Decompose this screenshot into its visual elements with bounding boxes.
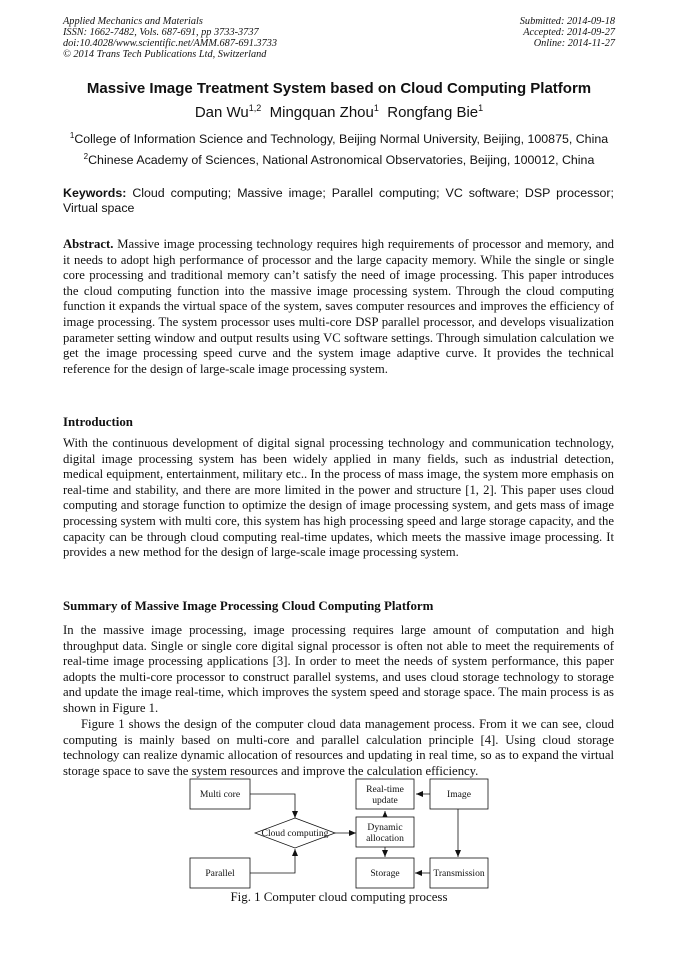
journal-name: Applied Mechanics and Materials xyxy=(63,16,203,27)
introduction-paragraph: With the continuous development of digital signal processing technology and communication technology, digital image processing system has been widely applied in many fields, such as industrial detection, medical equipment, entertainment, military etc.. In the process of mass image, the system more emphasis on real-time and stability, and there are more limited in the power and structure [1, 2]. This paper uses cloud computing and storage function to optimize the design of image processing system, and gets mass of image processing system with multi core, this system has high processing speed and large storage capacity, and the capacity can be through cloud computing real-time updates, which meets the massive image processing. It provides a new method for the design of large-scale image processing system. xyxy=(63,436,614,560)
affiliation-mark: 1 xyxy=(69,131,75,140)
author-list xyxy=(0,103,678,121)
author-affiliation-mark: 1 xyxy=(373,103,379,113)
author-affiliation-mark: 1,2 xyxy=(248,103,262,113)
affiliation-text: Chinese Academy of Sciences, National Astronomical Observatories, Beijing, 100012, China xyxy=(88,153,595,168)
affiliation-1 xyxy=(0,131,678,146)
submitted-date: Submitted: 2014-09-18 xyxy=(519,16,615,27)
edge-multicore-to-cloud xyxy=(250,794,295,818)
edge-parallel-to-cloud xyxy=(250,849,295,873)
online-date: Online: 2014-11-27 xyxy=(533,38,615,49)
label-dynamic-1: Dynamic xyxy=(367,822,403,833)
abstract-label: Abstract. xyxy=(63,237,114,251)
figure-caption: Fig. 1 Computer cloud computing process xyxy=(230,890,448,904)
accepted-date: Accepted: 2014-09-27 xyxy=(523,27,615,38)
affiliation-2 xyxy=(0,152,678,167)
paper-title: Massive Image Treatment System based on Cloud Computing Platform xyxy=(86,80,592,97)
summary-paragraph-2: Figure 1 shows the design of the computer cloud data management process. From it we can see, cloud computing is mainly based on multi-core and parallel calculation principle [4]. Using cloud storage technology can realize dynamic allocation of resources and updating in real time, so as to expand the virtual storage space to save the system resources and improve the calculation efficiency. xyxy=(63,717,614,778)
label-storage: Storage xyxy=(370,868,400,879)
label-image: Image xyxy=(447,789,471,800)
keywords-text: Cloud computing; Massive image; Parallel computing; VC software; DSP processor; Virtual space xyxy=(63,186,614,215)
label-realtime-2: update xyxy=(372,795,398,806)
issn-line: ISSN: 1662-7482, Vols. 687-691, pp 3733-3737 xyxy=(63,27,259,38)
copyright-line: © 2014 Trans Tech Publications Ltd, Switzerland xyxy=(63,49,267,60)
author-name: Dan Wu xyxy=(194,104,249,121)
affiliation-text: College of Information Science and Technology, Beijing Normal University, Beijing, 100875, China xyxy=(74,132,609,147)
journal-header-right xyxy=(520,16,615,49)
author-affiliation-mark: 1 xyxy=(478,103,484,113)
label-multi-core: Multi core xyxy=(199,789,241,800)
journal-header-left xyxy=(63,16,277,60)
abstract-text: Massive image processing technology requires high requirements of processor and memory, and it needs to adopt high performance of processor and the large capacity memory. While the single or single core processing and traditional memory can’t satisfy the need of image processing. This paper introduces the cloud computing function into the massive image processing system. Through the cloud computing function it expands the virtual space of the system, saves computer resources and improves the efficiency of image processing. The system processor uses multi-core DSP parallel processor, and develops visualization parameter setting window and output results using VC software settings. Through simulation calculation we get the image processing speed curve and the system image adaptive curve. It provides the technical reference for the design of large-scale image processing system. xyxy=(63,237,615,376)
label-realtime-1: Real-time xyxy=(366,784,404,795)
keywords xyxy=(63,186,614,216)
summary-paragraph-1: In the massive image processing, image processing requires large amount of computation and high throughput data. Single or single core digital signal processor is often not able to meet the requirements of real-time image processing applications [3]. In order to meet the needs of system performance, this paper adopts the multi-core processor to construct parallel systems, and uses cloud storage technology to storage and update the image real-time, which improves the system speed and storage space. The main process is as shown in Figure 1. xyxy=(63,623,614,715)
affiliation-mark: 2 xyxy=(83,152,89,161)
label-cloud-computing: Cloud computing xyxy=(261,828,329,839)
label-parallel: Parallel xyxy=(205,868,235,879)
label-dynamic-2: allocation xyxy=(366,833,404,844)
section-heading-summary: Summary of Massive Image Processing Cloud Computing Platform xyxy=(63,599,434,613)
cloud-computing-flow-diagram xyxy=(185,776,495,894)
label-transmission: Transmission xyxy=(433,868,485,879)
author-name: Rongfang Bie xyxy=(387,104,479,121)
section-heading-introduction: Introduction xyxy=(63,415,133,429)
keywords-label: Keywords: xyxy=(63,186,127,200)
abstract xyxy=(63,237,614,377)
author-name: Mingquan Zhou xyxy=(269,104,374,121)
doi-line: doi:10.4028/www.scientific.net/AMM.687-691.3733 xyxy=(63,38,278,49)
